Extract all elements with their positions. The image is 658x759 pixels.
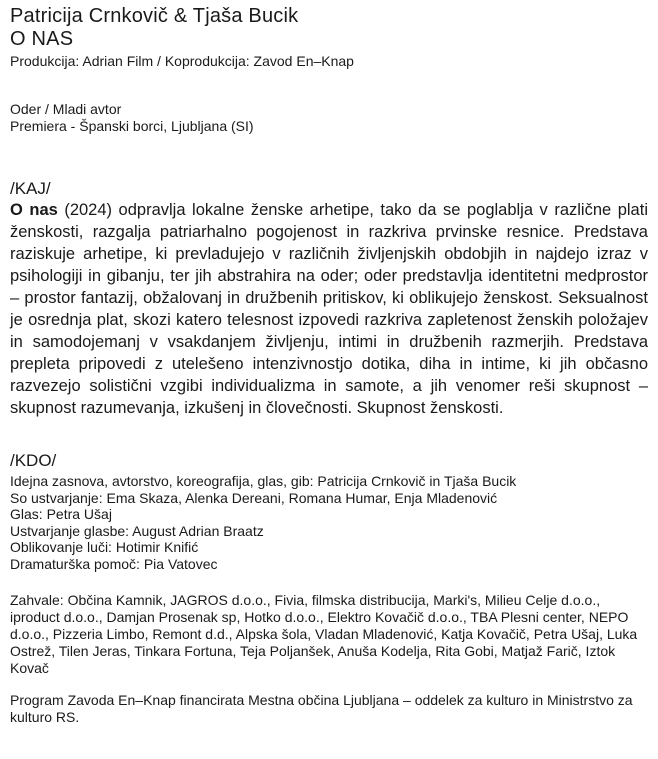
production-line: Produkcija: Adrian Film / Koprodukcija: Zavod En–Knap bbox=[10, 53, 354, 69]
category-line: Oder / Mladi avtor bbox=[10, 101, 122, 117]
acknowledgments-paragraph: Zahvale: Občina Kamnik, JAGROS d.o.o., Fivia, filmska distribucija, Marki's, Milieu Celje d.o.o., iproduct d.o.o., Damjan Prosenak sp, Hotko d.o.o., Elektro Kovačič d.o.o., TBA Plesni center, NEPO d.o.o., Pizzeria Limbo, Remont d.d., Alpska šola, Vladan Mladenović, Katja Kovačič, Petra Ušaj, Luka Ostrež, Tilen Jeras, Tinkara Fortuna, Teja Poljanšek, Anuša Kodelja, Rita Gobi, Matjaž Farič, Iztok Kovač bbox=[10, 592, 638, 676]
kaj-paragraph bbox=[10, 199, 648, 419]
credits-list bbox=[10, 473, 648, 572]
credit-line-dramaturgy: Dramaturška pomoč: Pia Vatovec bbox=[10, 555, 218, 572]
credit-line-concept: Idejna zasnova, avtorstvo, koreografija, glas, gib: Patricija Crnkovič in Tjaša Bucik bbox=[10, 473, 517, 489]
page-authors: Patricija Crnkovič & Tjaša Bucik bbox=[10, 5, 299, 27]
funding-paragraph: Program Zavoda En–Knap financirata Mestna občina Ljubljana – oddelek za kulturo in Ministrstvo za kulturo RS. bbox=[10, 692, 633, 725]
credit-line-cocreators: So ustvarjanje: Ema Skaza, Alenka Dereani, Romana Humar, Enja Mladenović bbox=[10, 489, 498, 506]
document-header bbox=[10, 5, 648, 135]
section-kdo bbox=[10, 451, 648, 572]
section-heading-kaj: /KAJ/ bbox=[10, 179, 51, 198]
credit-line-music: Ustvarjanje glasbe: August Adrian Braatz bbox=[10, 522, 264, 539]
section-kaj bbox=[10, 179, 648, 419]
kaj-body-text: (2024) odpravlja lokalne ženske arhetipe, tako da se poglablja v različne plati ženskosti, razgalja patriarhalno pogojenost in razkriva prvinske resnice. Predstava raziskuje arhetipe, ki prevladujejo v različnih življenjskih obdobjih in najdejo izraz v psihologiji in gibanju, ter jih abstrahira na oder; oder predstavlja identitetni medprostor – prostor fantazij, obžalovanj in družbenih pritiskov, ki oblikujejo ženskost. Seksualnost je osrednja plat, skozi katero telesnost izpovedi razkriva zapletenost ženskih položajev in samodojemanj v vsakdanjem življenju, intimi in družbenih razmerjih. Predstava prepleta pripovedi z utelešeno intenzivnostjo dotika, diha in intime, ki jih občasno razvezejo solistični vzgibi individualizma in samote, a jih venomer reši skupnost – skupnost razumevanja, izkušenj in človečnosti. Skupnost ženskosti. bbox=[10, 201, 648, 417]
credit-line-lighting: Oblikovanje luči: Hotimir Knifić bbox=[10, 539, 199, 555]
premiere-line: Premiera - Španski borci, Ljubljana (SI) bbox=[10, 118, 254, 134]
credit-line-voice: Glas: Petra Ušaj bbox=[10, 506, 112, 522]
kaj-lead-bold: O nas bbox=[10, 201, 58, 219]
page-title: O NAS bbox=[10, 28, 74, 50]
section-heading-kdo: /KDO/ bbox=[10, 451, 57, 470]
